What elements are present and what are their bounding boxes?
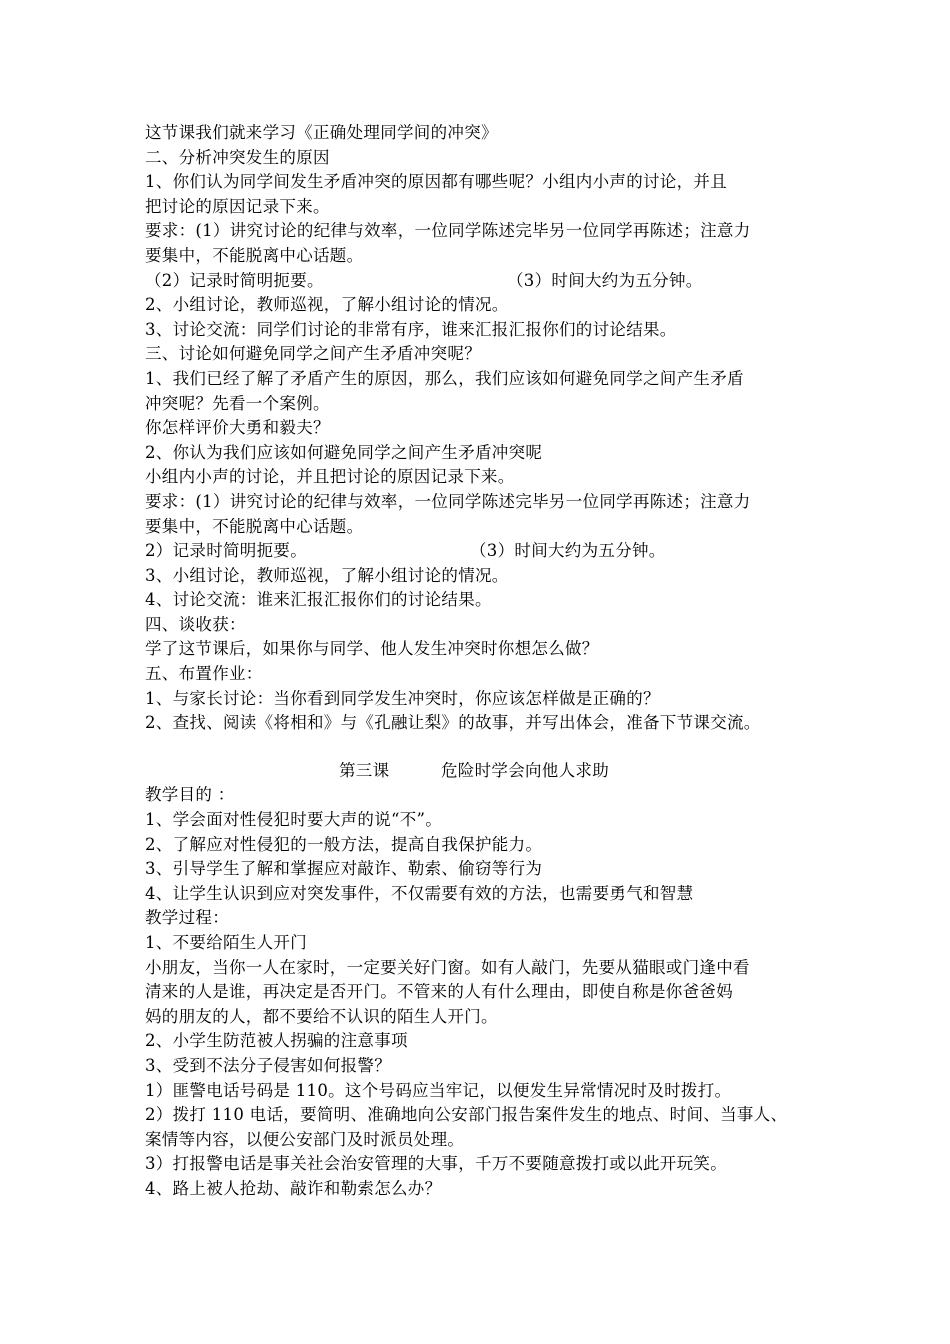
text-line: 2）拨打 110 电话，要简明、准确地向公安部门报告案件发生的地点、时间、当事人、 [145,1105,788,1125]
text-line: 4、讨论交流：谁来汇报汇报你们的讨论结果。 [145,590,492,610]
lesson-number: 第三课 [339,760,390,780]
text-line: 1、与家长讨论：当你看到同学发生冲突时，你应该怎样做是正确的？ [145,688,660,708]
text-line: 要集中，不能脱离中心话题。 [145,516,364,536]
requirement-left: 2）记录时简明扼要。 [145,541,307,561]
text-line: 3）打报警电话是事关社会治安管理的大事，千万不要随意拨打或以此开玩笑。 [145,1154,727,1174]
text-line: 教学过程： [145,908,229,928]
text-line: 案情等内容，以便公安部门及时派员处理。 [145,1129,465,1149]
text-line: 学了这节课后，如果你与同学、他人发生冲突时你想怎么做？ [145,639,599,659]
lesson-title [145,759,835,784]
text-line: 要求：(1）讲究讨论的纪律与效率，一位同学陈述完毕另一位同学再陈述；注意力 [145,221,751,241]
section-homework-lines [145,564,835,736]
text-line: 冲突呢？先看一个案例。 [145,393,330,413]
text-line: 1、你们认为同学间发生矛盾冲突的原因都有哪些呢？小组内小声的讨论，并且 [145,172,727,192]
text-line: 2、查找、阅读《将相和》与《孔融让梨》的故事，并写出体会，准备下节课交流。 [145,713,761,733]
paragraph-gap [145,736,835,759]
text-line: 小朋友，当你一人在家时，一定要关好门窗。如有人敲门，先要从猫眼或门逢中看 [145,957,750,977]
text-line: 这节课我们就来学习《正确处理同学间的冲突》 [145,123,498,142]
text-line: 4、路上被人抢劫、敲诈和勒索怎么办？ [145,1178,442,1198]
text-line: 1）匪警电话号码是 110。这个号码应当牢记，以便发生异常情况时及时拨打。 [145,1080,732,1100]
lesson-name: 危险时学会向他人求助 [441,760,609,780]
text-line: 把讨论的原因记录下来。 [145,196,330,216]
text-line: 2、小组讨论，教师巡视，了解小组讨论的情况。 [145,295,509,315]
requirement-left: （2）记录时简明扼要。 [145,270,324,290]
document-body [145,121,835,1202]
text-line: 1、学会面对性侵犯时要大声的说“不”。 [145,810,443,830]
requirement-line-2 [145,539,835,564]
section-intro-lines [145,121,835,269]
text-line: 3、引导学生了解和掌握应对敲诈、勒索、偷窃等行为 [145,859,543,879]
requirement-right: （3）时间大约为五分钟。 [470,541,666,561]
text-line: 四、谈收获： [145,614,246,634]
section-discussion-lines [145,293,835,539]
text-line: 4、让学生认识到应对突发事件，不仅需要有效的方法，也需要勇气和智慧 [145,883,694,903]
text-line: 1、我们已经了解了矛盾产生的原因，那么，我们应该如何避免同学之间产生矛盾 [145,368,744,388]
text-line: 2、小学生防范被人拐骗的注意事项 [145,1031,408,1051]
text-line: 教学目的 ： [145,785,235,805]
text-line: 五、布置作业： [145,664,263,684]
text-line: 3、受到不法分子侵害如何报警？ [145,1055,391,1075]
text-line: 二、分析冲突发生的原因 [145,147,330,167]
text-line: 要集中，不能脱离中心话题。 [145,245,364,265]
text-line: 你怎样评价大勇和毅夫？ [145,418,330,438]
text-line: 2、了解应对性侵犯的一般方法，提高自我保护能力。 [145,834,543,854]
requirement-right: （3）时间大约为五分钟。 [507,270,703,290]
text-line: 三、讨论如何避免同学之间产生矛盾冲突呢？ [145,344,481,364]
section-lesson3-lines [145,783,835,1201]
text-line: 清来的人是谁，再决定是否开门。不管来的人有什么理由，即使自称是你爸爸妈 [145,982,733,1002]
text-line: 3、讨论交流：同学们讨论的非常有序，谁来汇报汇报你们的讨论结果。 [145,319,677,339]
text-line: 小组内小声的讨论，并且把讨论的原因记录下来。 [145,467,515,487]
text-line: 3、小组讨论，教师巡视，了解小组讨论的情况。 [145,565,509,585]
text-line: 1、不要给陌生人开门 [145,933,307,952]
requirement-line-1 [145,269,835,294]
text-line: 2、你认为我们应该如何避免同学之间产生矛盾冲突呢 [145,442,543,462]
text-line: 妈的朋友的人，都不要给不认识的陌生人开门。 [145,1006,498,1026]
text-line: 要求：(1）讲究讨论的纪律与效率，一位同学陈述完毕另一位同学再陈述；注意力 [145,491,751,511]
